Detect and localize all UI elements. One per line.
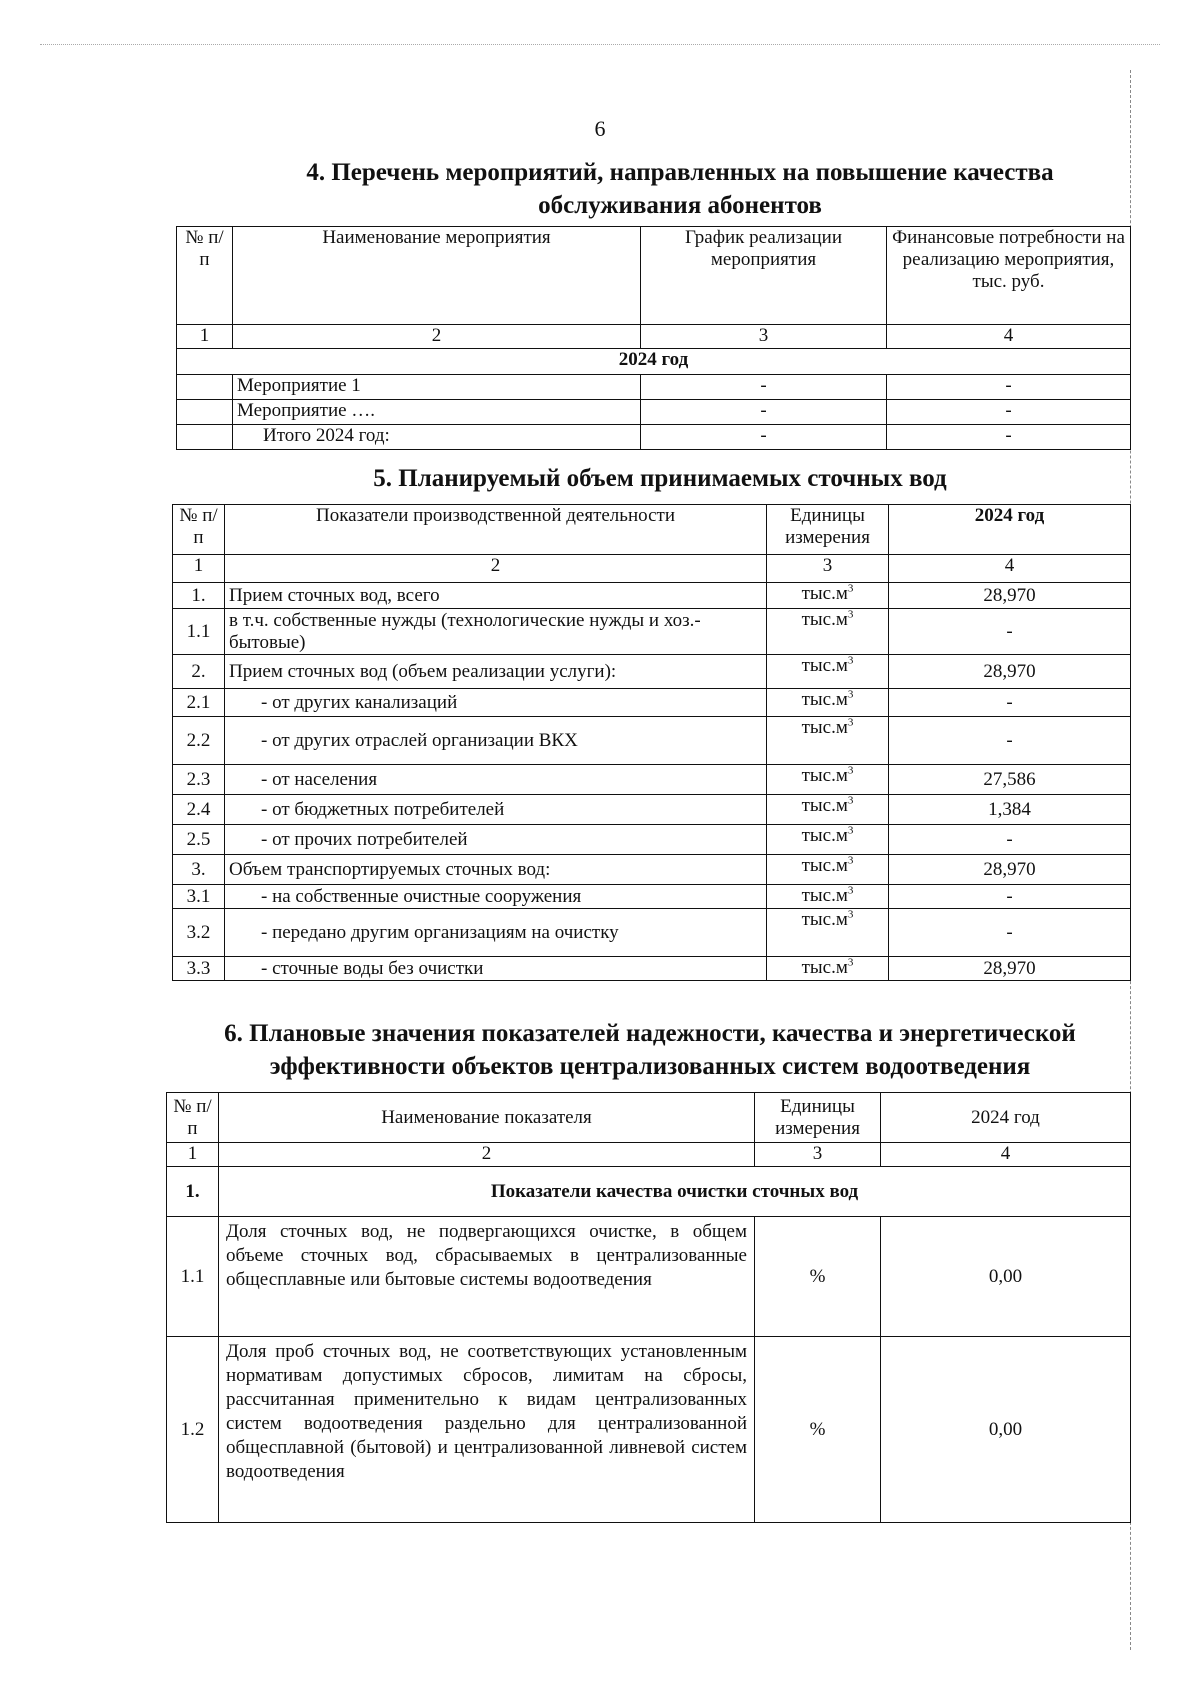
value-2024: - xyxy=(889,717,1131,765)
indicator-value: 0,00 xyxy=(881,1337,1131,1523)
table-row xyxy=(177,375,1131,400)
row-number: 2. xyxy=(173,655,225,689)
section6-title-line2: эффективности объектов централизованных систем водоотведения xyxy=(269,1053,1031,1080)
table-row xyxy=(173,765,1131,795)
section5-rows xyxy=(173,583,1131,981)
value-2024: 28,970 xyxy=(889,957,1131,981)
column-number-row xyxy=(167,1143,1131,1167)
value-2024: 1,384 xyxy=(889,795,1131,825)
section6-title-line1: 6. Плановые значения показателей надежности, качества и энергетической xyxy=(224,1020,1076,1047)
section4-table xyxy=(176,226,1131,450)
column-number: 1 xyxy=(177,325,233,349)
row-number: 1. xyxy=(173,583,225,609)
header-cell: Единицы измерения xyxy=(767,505,889,555)
column-number: 4 xyxy=(889,555,1131,583)
unit-superscript: 3 xyxy=(847,854,854,867)
value-2024: 27,586 xyxy=(889,765,1131,795)
column-number: 2 xyxy=(225,555,767,583)
indicator-name: Доля проб сточных вод, не соответствующих установленным нормативам допустимых сбросов, лимитам на сбросы, рассчитанная применительно к видам централизованных систем водоотведения раздельно для централизованной общесплавной (бытовой) и централизованной ливневой систем водоотведения xyxy=(219,1337,755,1523)
indicator-name: - передано другим организациям на очистку xyxy=(225,909,767,957)
row-number xyxy=(177,400,233,425)
row-number: 3. xyxy=(173,855,225,885)
row-number: 3.1 xyxy=(173,885,225,909)
event-schedule: - xyxy=(641,400,887,425)
indicator-unit: % xyxy=(755,1337,881,1523)
unit-cell xyxy=(767,795,889,825)
header-cell: № п/п xyxy=(173,505,225,555)
value-2024: 28,970 xyxy=(889,655,1131,689)
section6-table xyxy=(166,1092,1131,1523)
total-row xyxy=(177,425,1131,450)
header-cell: 2024 год xyxy=(889,505,1131,555)
unit-cell xyxy=(767,689,889,717)
value-2024: - xyxy=(889,609,1131,655)
unit-cell xyxy=(767,855,889,885)
unit-text: тыс.м xyxy=(801,609,848,630)
unit-superscript: 3 xyxy=(847,688,854,701)
unit-cell xyxy=(767,825,889,855)
header-cell: Финансовые потребности на реализацию мероприятия, тыс. руб. xyxy=(887,227,1131,325)
table-row xyxy=(173,909,1131,957)
value-2024: - xyxy=(889,909,1131,957)
table-row xyxy=(173,655,1131,689)
table-header-row xyxy=(167,1093,1131,1143)
indicator-value: 0,00 xyxy=(881,1217,1131,1337)
row-number: 2.2 xyxy=(173,717,225,765)
unit-cell xyxy=(767,957,889,981)
section5-title: 5. Планируемый объем принимаемых сточных вод xyxy=(373,465,947,492)
table-row xyxy=(173,717,1131,765)
value-2024: - xyxy=(889,689,1131,717)
event-finance: - xyxy=(887,375,1131,400)
table-row xyxy=(173,609,1131,655)
unit-superscript: 3 xyxy=(847,824,854,837)
header-cell: № п/п xyxy=(167,1093,219,1143)
column-number: 3 xyxy=(767,555,889,583)
indicator-name: Прием сточных вод (объем реализации услуги): xyxy=(225,655,767,689)
event-name: Мероприятие 1 xyxy=(233,375,641,400)
year-row xyxy=(177,349,1131,375)
column-number: 3 xyxy=(755,1143,881,1167)
section4-title-line1: 4. Перечень мероприятий, направленных на повышение качества xyxy=(306,159,1054,186)
table-row xyxy=(167,1217,1131,1337)
unit-superscript: 3 xyxy=(847,908,854,921)
unit-text: тыс.м xyxy=(801,795,848,816)
row-number: 3.2 xyxy=(173,909,225,957)
column-number-row xyxy=(177,325,1131,349)
value-2024: - xyxy=(889,825,1131,855)
unit-text: тыс.м xyxy=(801,765,848,786)
row-number: 2.5 xyxy=(173,825,225,855)
group-number: 1. xyxy=(167,1167,219,1217)
indicator-name: Прием сточных вод, всего xyxy=(225,583,767,609)
indicator-name: - сточные воды без очистки xyxy=(225,957,767,981)
table-row xyxy=(173,583,1131,609)
column-number: 1 xyxy=(167,1143,219,1167)
column-number: 1 xyxy=(173,555,225,583)
unit-superscript: 3 xyxy=(847,608,854,621)
year-label: 2024 год xyxy=(177,349,1131,375)
table-row xyxy=(173,957,1131,981)
group-row xyxy=(167,1167,1131,1217)
unit-superscript: 3 xyxy=(847,716,854,729)
table-row xyxy=(173,885,1131,909)
header-cell: Наименование мероприятия xyxy=(233,227,641,325)
indicator-name: - от других отраслей организации ВКХ xyxy=(225,717,767,765)
event-finance: - xyxy=(887,400,1131,425)
header-cell: График реализации мероприятия xyxy=(641,227,887,325)
row-number: 1.1 xyxy=(173,609,225,655)
indicator-name: Доля сточных вод, не подвергающихся очистке, в общем объеме сточных вод, сбрасываемых в централизованные общесплавные или бытовые системы водоотведения xyxy=(219,1217,755,1337)
header-cell: Единицы измерения xyxy=(755,1093,881,1143)
unit-cell xyxy=(767,909,889,957)
unit-text: тыс.м xyxy=(801,825,848,846)
row-number: 2.1 xyxy=(173,689,225,717)
section5-table xyxy=(172,504,1131,981)
row-number: 2.4 xyxy=(173,795,225,825)
indicator-name: - от прочих потребителей xyxy=(225,825,767,855)
unit-superscript: 3 xyxy=(847,582,854,595)
page-number: 6 xyxy=(594,116,606,141)
table-header-row xyxy=(177,227,1131,325)
unit-superscript: 3 xyxy=(847,794,854,807)
column-number: 4 xyxy=(887,325,1131,349)
value-2024: 28,970 xyxy=(889,583,1131,609)
header-cell: № п/п xyxy=(177,227,233,325)
unit-superscript: 3 xyxy=(847,956,854,969)
unit-text: тыс.м xyxy=(801,957,848,978)
unit-superscript: 3 xyxy=(847,764,854,777)
row-number: 1.1 xyxy=(167,1217,219,1337)
indicator-unit: % xyxy=(755,1217,881,1337)
event-name: Мероприятие …. xyxy=(233,400,641,425)
group-label: Показатели качества очистки сточных вод xyxy=(219,1167,1131,1217)
unit-cell xyxy=(767,609,889,655)
indicator-name: - на собственные очистные сооружения xyxy=(225,885,767,909)
unit-cell xyxy=(767,717,889,765)
unit-cell xyxy=(767,583,889,609)
unit-text: тыс.м xyxy=(801,909,848,930)
table-row xyxy=(173,689,1131,717)
unit-text: тыс.м xyxy=(801,655,848,676)
unit-text: тыс.м xyxy=(801,689,848,710)
column-number: 2 xyxy=(233,325,641,349)
unit-cell xyxy=(767,885,889,909)
section4-title-line2: обслуживания абонентов xyxy=(538,192,822,219)
total-label: Итого 2024 год: xyxy=(233,425,641,450)
total-finance: - xyxy=(887,425,1131,450)
header-cell: 2024 год xyxy=(881,1093,1131,1143)
table-row xyxy=(173,825,1131,855)
table-row xyxy=(173,795,1131,825)
column-number: 4 xyxy=(881,1143,1131,1167)
indicator-name: Объем транспортируемых сточных вод: xyxy=(225,855,767,885)
section6-title xyxy=(160,1017,1140,1083)
table-row xyxy=(167,1337,1131,1523)
unit-superscript: 3 xyxy=(847,884,854,897)
row-number: 2.3 xyxy=(173,765,225,795)
header-cell: Показатели производственной деятельности xyxy=(225,505,767,555)
event-schedule: - xyxy=(641,375,887,400)
column-number: 2 xyxy=(219,1143,755,1167)
indicator-name: - от других канализаций xyxy=(225,689,767,717)
scan-artifact-line xyxy=(40,44,1160,45)
column-number: 3 xyxy=(641,325,887,349)
unit-text: тыс.м xyxy=(801,583,848,604)
value-2024: - xyxy=(889,885,1131,909)
indicator-name: - от бюджетных потребителей xyxy=(225,795,767,825)
row-number: 3.3 xyxy=(173,957,225,981)
unit-cell xyxy=(767,765,889,795)
column-number-row xyxy=(173,555,1131,583)
unit-text: тыс.м xyxy=(801,855,848,876)
value-2024: 28,970 xyxy=(889,855,1131,885)
row-number: 1.2 xyxy=(167,1337,219,1523)
section4-title xyxy=(240,156,1120,222)
unit-text: тыс.м xyxy=(801,885,848,906)
indicator-name: в т.ч. собственные нужды (технологические нужды и хоз.-бытовые) xyxy=(225,609,767,655)
unit-cell xyxy=(767,655,889,689)
unit-superscript: 3 xyxy=(847,654,854,667)
total-schedule: - xyxy=(641,425,887,450)
row-number xyxy=(177,375,233,400)
header-cell: Наименование показателя xyxy=(219,1093,755,1143)
table-row xyxy=(173,855,1131,885)
unit-text: тыс.м xyxy=(801,717,848,738)
table-header-row xyxy=(173,505,1131,555)
table-row xyxy=(177,400,1131,425)
indicator-name: - от населения xyxy=(225,765,767,795)
